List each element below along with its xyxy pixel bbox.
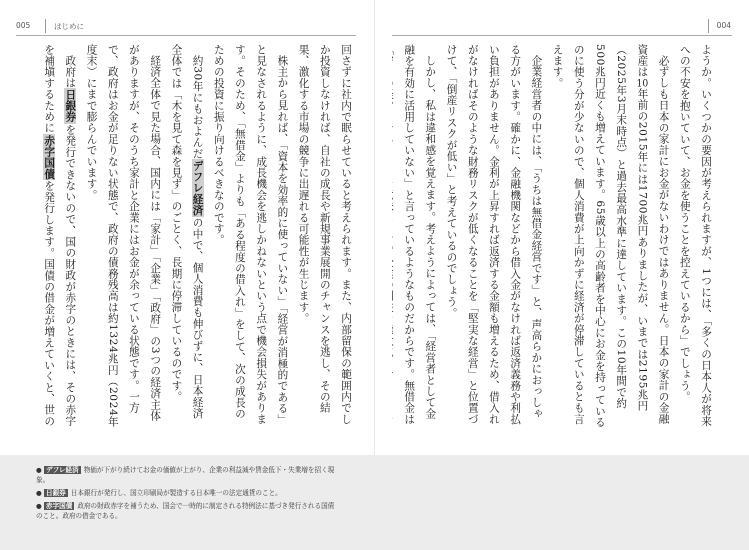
left-page-number: 005 <box>16 21 31 30</box>
keyword-highlight: 赤字国債 <box>43 134 56 180</box>
glossary-definition: 政府の財政赤字を補うため、国会で一時的に制定される特例法に基づき発行される国債のこと。政府の借金である。 <box>36 502 335 520</box>
paragraph <box>392 44 440 429</box>
text-run: を発行できないので、国の財政が赤字のときには、その赤字を補塡するために <box>43 44 77 427</box>
paragraph <box>440 44 546 429</box>
text-run: ようか。いくつかの要因が考えられますが、1つには、「多くの日本人が将来への不安を抱いていて、お金を使うことを控えているから」でしょう。 <box>678 44 712 427</box>
right-page-number: 004 <box>716 21 731 30</box>
header-divider <box>45 19 46 33</box>
upright-number: 10 <box>636 77 649 89</box>
right-page-body <box>392 44 716 429</box>
section-title: はじめに <box>54 22 84 31</box>
header-rule-right <box>392 35 732 36</box>
paragraph <box>208 44 293 429</box>
paragraph <box>674 44 716 429</box>
text-run: 回さずに社内で眠らせていると考えられます。また、内部留保の範囲内でしか投資しなければ、自社の成長や新規事業展開のチャンスを逃し、その結果、激化する市場の競争に出遅れる可能性が生じます。 <box>297 44 352 425</box>
glossary-term: 赤字国債 <box>46 502 73 510</box>
keyword-highlight: 日銀券 <box>64 89 77 123</box>
left-page-body <box>36 44 356 429</box>
paragraph <box>165 44 207 429</box>
text-run: 年前の2015年には1700兆円ありましたが、いまでは2195兆円（2025年3月末時点）と過去最高水準に達しています。この10年間で約500兆円近くも増えています。65歳以上の高齢者を中心にお金を持っているのに使う分が少ないので、個人消費が上向かずに経済が停滞しているとも言えます。 <box>551 44 649 428</box>
text-run: の中で、個人消費も伸びずに、日本経済全体では「木を見て森を見ず」のごとく、長期に停滞しているのです。 <box>170 44 204 419</box>
paragraph <box>80 44 165 429</box>
paragraph <box>546 44 673 429</box>
text-run: 経済全体で見た場合、国内には「家計」「企業」「政府」の3つの経済主体がありますが、そのうち家計と企業にはお金が余っている状態です。一方で、政府はお金が足りない状態で、政府の債務残高は約1324兆円（2024年度末）にまで膨らんでいます。 <box>85 44 162 428</box>
text-run: 株主から見れば、「資本を効率的に使っていない」「経営が消極的である」と見なされるように、成長機会を逃しかねないという点で機会損失があります。そのため、「無借金」よりも「ある程度の借入れ」をして、次の成長のための投資に振り向けるべきなのです。 <box>212 44 289 425</box>
text-run: 政府は <box>64 54 77 89</box>
text-run: 必ずしも日本の家計にお金がないわけではありません。日本の家計の金融資産は <box>636 44 670 425</box>
glossary-definition: 物価が下がり続けてお金の価値が上がり、企業の利益減や賃金低下・失業増を招く現象。 <box>36 466 335 484</box>
paragraph <box>36 44 80 429</box>
glossary-item: ● 赤字国債 政府の財政赤字を補うため、国会で一時的に制定される特例法に基づき発行される国債のこと。政府の借金である。 <box>36 502 335 520</box>
text-run: しかし、私は違和感を覚えます。考えようによっては、「経営者として金融を有効に活用していない」と言っているようなものだからです。無借金は <box>403 44 437 425</box>
text-run: 約30年にもおよんだ <box>191 54 204 159</box>
glossary-item: ● デフレ経済 物価が下がり続けてお金の価値が上がり、企業の利益減や賃金低下・失業増を招く現象。 <box>36 466 335 484</box>
header-divider-right <box>708 19 709 33</box>
text-run: を発行します。国債の借金が増えていくと、世の <box>43 180 56 427</box>
glossary-item: ● 日銀券 日本銀行が発行し、国立印刷局が製造する日本唯一の法定通貨のこと。 <box>36 489 282 497</box>
text-run: 企業経営者の中には、「うちは無借金経営です」と、声高らかにおっしゃる方がいます。確かに、金融機関などから借入金がなければ返済義務や利払い負担がありません。金利が上昇すれば返済する金額も増えるため、借入れがなければそのような財務リスクが低くなることを「堅実な経営」と位置づけて、「倒産リスクが低い」と考えているのでしょう。 <box>445 44 543 425</box>
keyword-highlight: デフレ経済 <box>191 159 204 216</box>
glossary-box <box>0 455 749 550</box>
glossary-term: デフレ経済 <box>46 466 79 474</box>
glossary-definition: 日本銀行が発行し、国立印刷局が製造する日本唯一の法定通貨のこと。 <box>70 489 282 497</box>
header-rule-left <box>16 35 356 36</box>
glossary-term: 日銀券 <box>46 489 66 497</box>
paragraph <box>292 44 356 429</box>
